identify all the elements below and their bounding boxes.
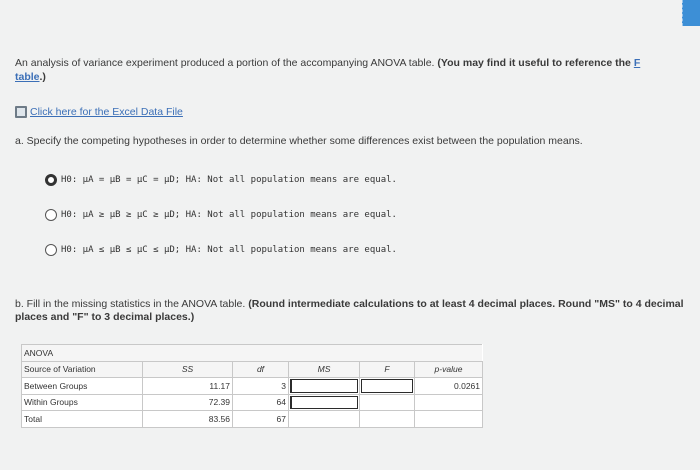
header-pvalue: p-value	[415, 361, 483, 378]
table-row	[22, 394, 483, 411]
cell-df: 3	[233, 378, 289, 395]
radio-option-1[interactable]	[45, 174, 57, 186]
row-source: Total	[22, 411, 143, 428]
option-3[interactable]: H0: μA ≤ μB ≤ μC ≤ μD; HA: Not all population means are equal.	[45, 244, 397, 256]
empty-cell	[289, 411, 360, 428]
table-link[interactable]: table	[15, 71, 40, 83]
cell-df: 67	[233, 411, 289, 428]
table-row	[22, 411, 483, 428]
part-a-question: a. Specify the competing hypotheses in order to determine whether some differences exist between the population means.	[15, 135, 583, 147]
table-row	[22, 378, 483, 395]
ms-between-input[interactable]	[289, 378, 360, 395]
intro-text: An analysis of variance experiment produced a portion of the accompanying ANOVA table. (You may find it useful to reference the F table.)	[15, 57, 641, 83]
f-link[interactable]: F	[633, 57, 641, 69]
header-ss: SS	[143, 361, 233, 378]
anova-table	[21, 344, 483, 428]
cell-pvalue: 0.0261	[415, 378, 483, 395]
file-icon	[15, 106, 27, 118]
radio-option-2[interactable]	[45, 209, 57, 221]
empty-cell	[360, 411, 415, 428]
anova-title: ANOVA	[22, 345, 483, 362]
f-input[interactable]	[360, 378, 415, 395]
cell-ss: 11.17	[143, 378, 233, 395]
corner-button[interactable]	[682, 0, 700, 26]
ms-within-input[interactable]	[289, 394, 360, 411]
cell-ss: 72.39	[143, 394, 233, 411]
header-f: F	[360, 361, 415, 378]
intro-bold-note: (You may find it useful to reference the F	[437, 57, 641, 69]
option-2[interactable]: H0: μA ≥ μB ≥ μC ≥ μD; HA: Not all population means are equal.	[45, 209, 397, 221]
cell-df: 64	[233, 394, 289, 411]
option-1[interactable]: H0: μA = μB = μC = μD; HA: Not all population means are equal.	[45, 174, 397, 186]
empty-cell	[415, 411, 483, 428]
empty-cell	[360, 394, 415, 411]
header-ms: MS	[289, 361, 360, 378]
cell-ss: 83.56	[143, 411, 233, 428]
row-source: Within Groups	[22, 394, 143, 411]
radio-option-3[interactable]	[45, 244, 57, 256]
header-source: Source of Variation	[22, 361, 143, 378]
part-b-question: b. Fill in the missing statistics in the ANOVA table. (Round intermediate calculations to at least 4 decimal places. Round "MS" to 4 decimal places and "F" to 3 decimal places.)	[15, 298, 684, 323]
empty-cell	[415, 394, 483, 411]
row-source: Between Groups	[22, 378, 143, 395]
header-df: df	[233, 361, 289, 378]
excel-data-link[interactable]: Click here for the Excel Data File	[15, 106, 183, 118]
